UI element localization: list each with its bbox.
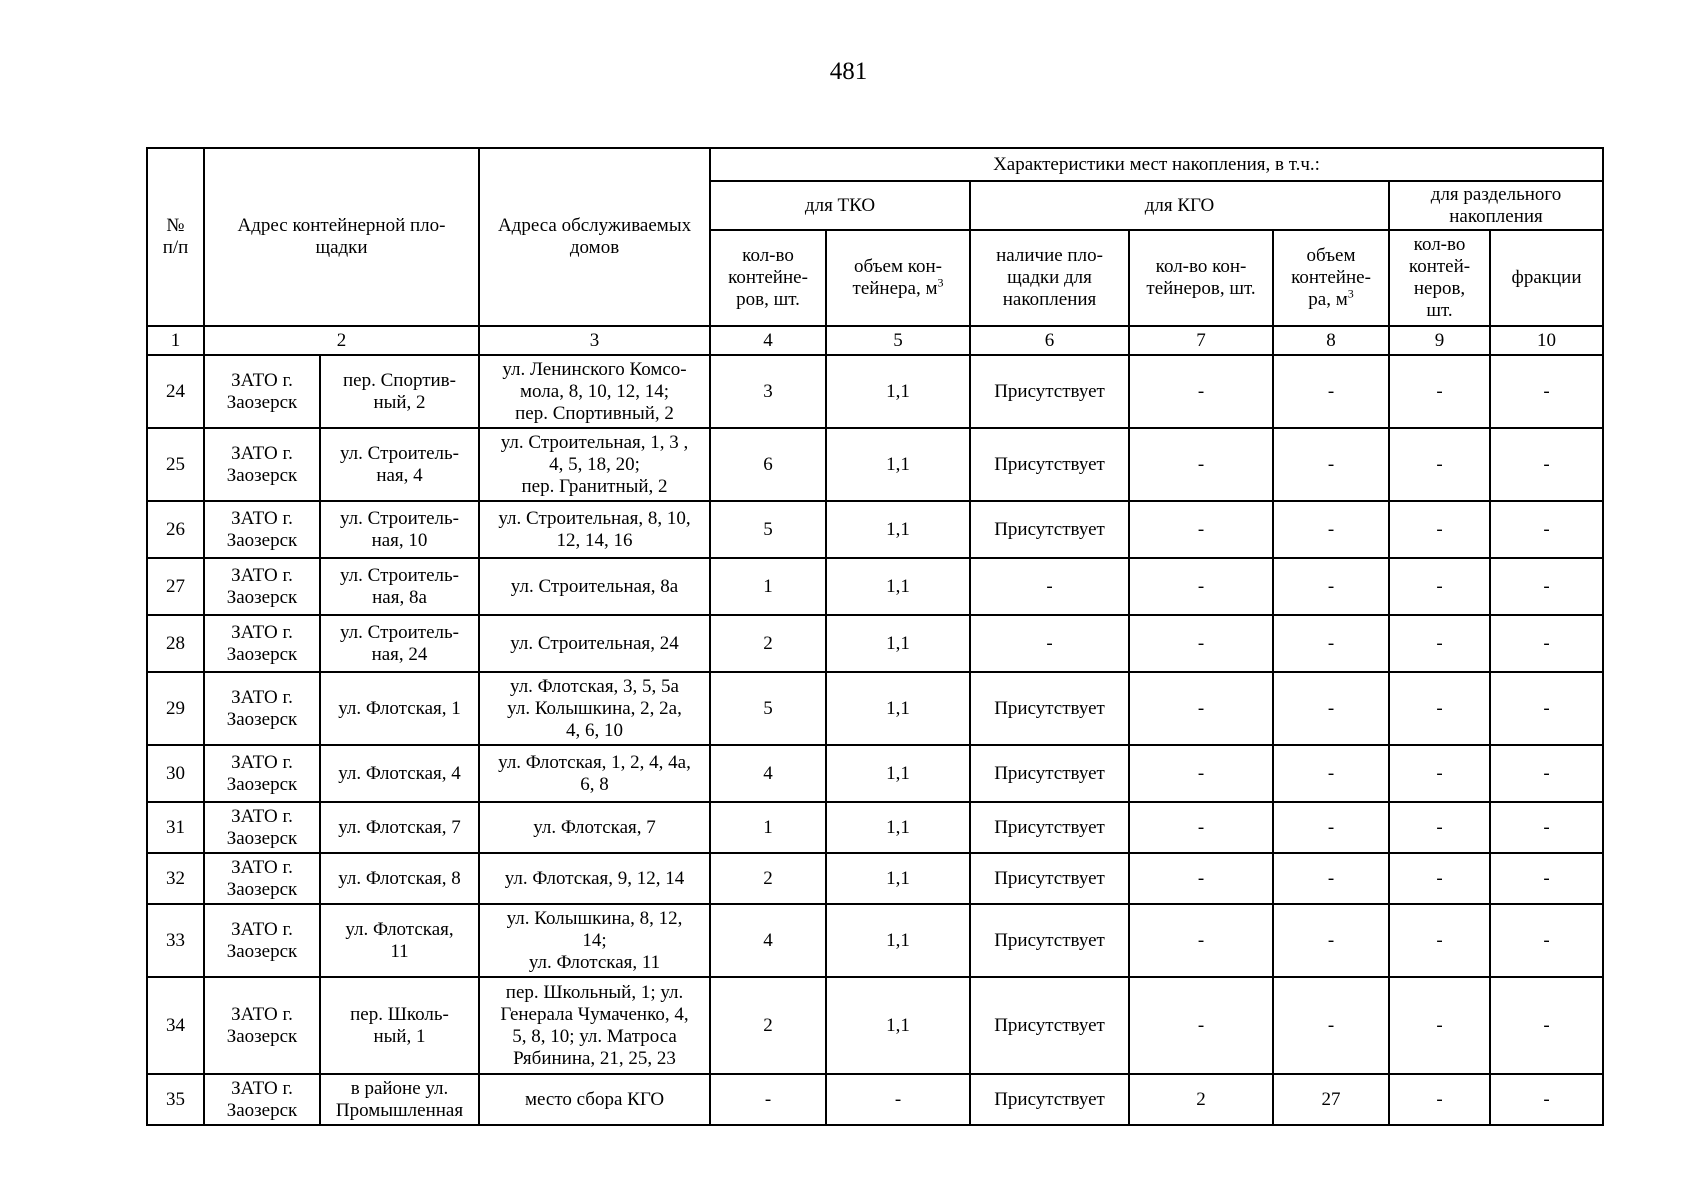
table-body xyxy=(147,355,1603,1125)
cell-kgo-volume: - xyxy=(1273,977,1389,1074)
header-kgo: для КГО xyxy=(970,181,1389,230)
header-kgo-presence: наличие пло- щадки для накопления xyxy=(970,230,1129,326)
cell-kgo-count: - xyxy=(1129,977,1273,1074)
cell-sep-count: - xyxy=(1389,977,1490,1074)
cell-sep-fractions: - xyxy=(1490,853,1603,904)
cell-kgo-volume: - xyxy=(1273,802,1389,853)
table-row xyxy=(147,745,1603,802)
cell-city: ЗАТО г. Заозерск xyxy=(204,904,320,977)
cell-served-houses: ул. Колышкина, 8, 12, 14; ул. Флотская, 11 xyxy=(479,904,710,977)
header-tko: для ТКО xyxy=(710,181,970,230)
cell-sep-count: - xyxy=(1389,853,1490,904)
cell-sep-fractions: - xyxy=(1490,904,1603,977)
cell-num: 26 xyxy=(147,501,204,558)
cell-tko-volume: 1,1 xyxy=(826,672,970,745)
cell-sep-fractions: - xyxy=(1490,745,1603,802)
column-number: 9 xyxy=(1389,326,1490,355)
cell-kgo-volume: - xyxy=(1273,745,1389,802)
cell-kgo-count: - xyxy=(1129,501,1273,558)
cell-kgo-presence: Присутствует xyxy=(970,745,1129,802)
header-sep-fractions: фракции xyxy=(1490,230,1603,326)
cell-tko-count: 5 xyxy=(710,501,826,558)
cell-kgo-presence: Присутствует xyxy=(970,672,1129,745)
cell-kgo-presence: Присутствует xyxy=(970,428,1129,501)
cell-num: 33 xyxy=(147,904,204,977)
cell-city: ЗАТО г. Заозерск xyxy=(204,745,320,802)
table-row xyxy=(147,501,1603,558)
cell-kgo-volume: - xyxy=(1273,615,1389,672)
cell-served-houses: ул. Строительная, 8а xyxy=(479,558,710,615)
header-tko-volume: объем кон- тейнера, $м^3$ xyxy=(826,230,970,326)
table-row xyxy=(147,802,1603,853)
cell-sep-count: - xyxy=(1389,428,1490,501)
cell-served-houses: ул. Флотская, 9, 12, 14 xyxy=(479,853,710,904)
table-row xyxy=(147,853,1603,904)
column-number: 1 xyxy=(147,326,204,355)
cell-sep-count: - xyxy=(1389,615,1490,672)
cell-sep-fractions: - xyxy=(1490,672,1603,745)
cell-kgo-count: - xyxy=(1129,355,1273,428)
column-number: 4 xyxy=(710,326,826,355)
cell-street: ул. Флотская, 8 xyxy=(320,853,479,904)
column-number: 6 xyxy=(970,326,1129,355)
table-header xyxy=(147,148,1603,355)
cell-kgo-volume: - xyxy=(1273,853,1389,904)
cell-kgo-count: - xyxy=(1129,802,1273,853)
cell-sep-fractions: - xyxy=(1490,802,1603,853)
cell-kgo-count: - xyxy=(1129,558,1273,615)
cell-tko-volume: 1,1 xyxy=(826,501,970,558)
cell-sep-fractions: - xyxy=(1490,977,1603,1074)
cell-kgo-volume: - xyxy=(1273,428,1389,501)
cell-sep-count: - xyxy=(1389,501,1490,558)
cell-city: ЗАТО г. Заозерск xyxy=(204,615,320,672)
column-number: 2 xyxy=(204,326,479,355)
column-number: 8 xyxy=(1273,326,1389,355)
cell-tko-count: 1 xyxy=(710,558,826,615)
cell-tko-volume: - xyxy=(826,1074,970,1125)
cell-kgo-count: - xyxy=(1129,853,1273,904)
table-row xyxy=(147,672,1603,745)
header-sep-count: кол-во контей- неров, шт. xyxy=(1389,230,1490,326)
cell-served-houses: пер. Школьный, 1; ул. Генерала Чумаченко, 4, 5, 8, 10; ул. Матроса Рябинина, 21, 25, 23 xyxy=(479,977,710,1074)
cell-kgo-presence: Присутствует xyxy=(970,977,1129,1074)
cell-kgo-volume: - xyxy=(1273,904,1389,977)
cell-street: ул. Строитель- ная, 8а xyxy=(320,558,479,615)
column-number: 10 xyxy=(1490,326,1603,355)
cell-kgo-count: - xyxy=(1129,615,1273,672)
cell-tko-volume: 1,1 xyxy=(826,558,970,615)
cell-sep-count: - xyxy=(1389,672,1490,745)
cell-street: ул. Строитель- ная, 10 xyxy=(320,501,479,558)
table-row xyxy=(147,355,1603,428)
cell-served-houses: ул. Ленинского Комсо- мола, 8, 10, 12, 14; пер. Спортивный, 2 xyxy=(479,355,710,428)
cell-kgo-presence: Присутствует xyxy=(970,802,1129,853)
column-number: 3 xyxy=(479,326,710,355)
cell-kgo-presence: Присутствует xyxy=(970,355,1129,428)
cell-city: ЗАТО г. Заозерск xyxy=(204,853,320,904)
column-number: 7 xyxy=(1129,326,1273,355)
header-address: Адрес контейнерной пло- щадки xyxy=(204,148,479,326)
column-numbers-row xyxy=(147,326,1603,355)
cell-num: 27 xyxy=(147,558,204,615)
cell-city: ЗАТО г. Заозерск xyxy=(204,501,320,558)
table-row xyxy=(147,615,1603,672)
cell-street: ул. Флотская, 4 xyxy=(320,745,479,802)
cell-tko-count: 3 xyxy=(710,355,826,428)
cell-num: 35 xyxy=(147,1074,204,1125)
cell-kgo-count: - xyxy=(1129,428,1273,501)
cell-served-houses: ул. Флотская, 1, 2, 4, 4а, 6, 8 xyxy=(479,745,710,802)
cell-tko-count: 2 xyxy=(710,853,826,904)
cell-sep-count: - xyxy=(1389,745,1490,802)
cell-sep-fractions: - xyxy=(1490,1074,1603,1125)
cell-num: 28 xyxy=(147,615,204,672)
cell-num: 24 xyxy=(147,355,204,428)
cell-tko-count: 2 xyxy=(710,977,826,1074)
cell-sep-fractions: - xyxy=(1490,558,1603,615)
header-num: № п/п xyxy=(147,148,204,326)
cell-tko-count: 5 xyxy=(710,672,826,745)
cell-city: ЗАТО г. Заозерск xyxy=(204,428,320,501)
cell-kgo-volume: - xyxy=(1273,355,1389,428)
cell-city: ЗАТО г. Заозерск xyxy=(204,558,320,615)
cell-sep-count: - xyxy=(1389,802,1490,853)
cell-sep-count: - xyxy=(1389,1074,1490,1125)
cell-sep-count: - xyxy=(1389,355,1490,428)
cell-kgo-presence: Присутствует xyxy=(970,1074,1129,1125)
cell-served-houses: ул. Флотская, 3, 5, 5а ул. Колышкина, 2, 2а, 4, 6, 10 xyxy=(479,672,710,745)
cell-tko-count: - xyxy=(710,1074,826,1125)
cell-tko-volume: 1,1 xyxy=(826,428,970,501)
cell-city: ЗАТО г. Заозерск xyxy=(204,1074,320,1125)
cell-street: пер. Спортив- ный, 2 xyxy=(320,355,479,428)
cell-served-houses: место сбора КГО xyxy=(479,1074,710,1125)
cell-kgo-count: - xyxy=(1129,904,1273,977)
header-kgo-count: кол-во кон- тейнеров, шт. xyxy=(1129,230,1273,326)
cell-kgo-count: - xyxy=(1129,745,1273,802)
header-separate: для раздельного накопления xyxy=(1389,181,1603,230)
table-row xyxy=(147,904,1603,977)
cell-kgo-presence: Присутствует xyxy=(970,853,1129,904)
cell-street: ул. Флотская, 7 xyxy=(320,802,479,853)
cell-tko-volume: 1,1 xyxy=(826,853,970,904)
cell-kgo-volume: - xyxy=(1273,501,1389,558)
cell-sep-count: - xyxy=(1389,558,1490,615)
cell-tko-volume: 1,1 xyxy=(826,615,970,672)
cell-tko-volume: 1,1 xyxy=(826,904,970,977)
cell-tko-count: 1 xyxy=(710,802,826,853)
cell-city: ЗАТО г. Заозерск xyxy=(204,355,320,428)
header-characteristics: Характеристики мест накопления, в т.ч.: xyxy=(710,148,1603,181)
container-sites-table xyxy=(146,147,1604,1126)
cell-sep-fractions: - xyxy=(1490,615,1603,672)
cell-sep-count: - xyxy=(1389,904,1490,977)
cell-tko-count: 6 xyxy=(710,428,826,501)
cell-street: ул. Строитель- ная, 4 xyxy=(320,428,479,501)
cell-num: 31 xyxy=(147,802,204,853)
cell-sep-fractions: - xyxy=(1490,428,1603,501)
cell-served-houses: ул. Строительная, 1, 3 , 4, 5, 18, 20; пер. Гранитный, 2 xyxy=(479,428,710,501)
column-number: 5 xyxy=(826,326,970,355)
cell-kgo-count: 2 xyxy=(1129,1074,1273,1125)
cell-served-houses: ул. Строительная, 24 xyxy=(479,615,710,672)
cell-street: ул. Строитель- ная, 24 xyxy=(320,615,479,672)
header-tko-count: кол-во контейне- ров, шт. xyxy=(710,230,826,326)
table-row xyxy=(147,1074,1603,1125)
cell-city: ЗАТО г. Заозерск xyxy=(204,802,320,853)
cell-num: 29 xyxy=(147,672,204,745)
table-row xyxy=(147,428,1603,501)
cell-tko-count: 2 xyxy=(710,615,826,672)
cell-tko-count: 4 xyxy=(710,745,826,802)
cell-served-houses: ул. Строительная, 8, 10, 12, 14, 16 xyxy=(479,501,710,558)
cell-tko-volume: 1,1 xyxy=(826,745,970,802)
cell-street: пер. Школь- ный, 1 xyxy=(320,977,479,1074)
cell-city: ЗАТО г. Заозерск xyxy=(204,977,320,1074)
header-kgo-volume: объем контейне- ра, $м^3$ xyxy=(1273,230,1389,326)
cell-kgo-presence: Присутствует xyxy=(970,501,1129,558)
cell-kgo-volume: - xyxy=(1273,558,1389,615)
cell-street: ул. Флотская, 11 xyxy=(320,904,479,977)
table-row xyxy=(147,558,1603,615)
cell-kgo-presence: - xyxy=(970,615,1129,672)
cell-num: 25 xyxy=(147,428,204,501)
cell-num: 30 xyxy=(147,745,204,802)
cell-tko-volume: 1,1 xyxy=(826,977,970,1074)
page-number: 481 xyxy=(829,58,868,85)
cell-tko-count: 4 xyxy=(710,904,826,977)
cell-tko-volume: 1,1 xyxy=(826,802,970,853)
header-served-houses: Адреса обслуживаемых домов xyxy=(479,148,710,326)
cell-street: ул. Флотская, 1 xyxy=(320,672,479,745)
cell-city: ЗАТО г. Заозерск xyxy=(204,672,320,745)
cell-kgo-volume: 27 xyxy=(1273,1074,1389,1125)
cell-num: 32 xyxy=(147,853,204,904)
cell-street: в районе ул. Промышленная xyxy=(320,1074,479,1125)
cell-kgo-presence: - xyxy=(970,558,1129,615)
cell-kgo-count: - xyxy=(1129,672,1273,745)
cell-tko-volume: 1,1 xyxy=(826,355,970,428)
cell-sep-fractions: - xyxy=(1490,501,1603,558)
cell-served-houses: ул. Флотская, 7 xyxy=(479,802,710,853)
cell-sep-fractions: - xyxy=(1490,355,1603,428)
table-row xyxy=(147,977,1603,1074)
cell-num: 34 xyxy=(147,977,204,1074)
cell-kgo-presence: Присутствует xyxy=(970,904,1129,977)
cell-kgo-volume: - xyxy=(1273,672,1389,745)
